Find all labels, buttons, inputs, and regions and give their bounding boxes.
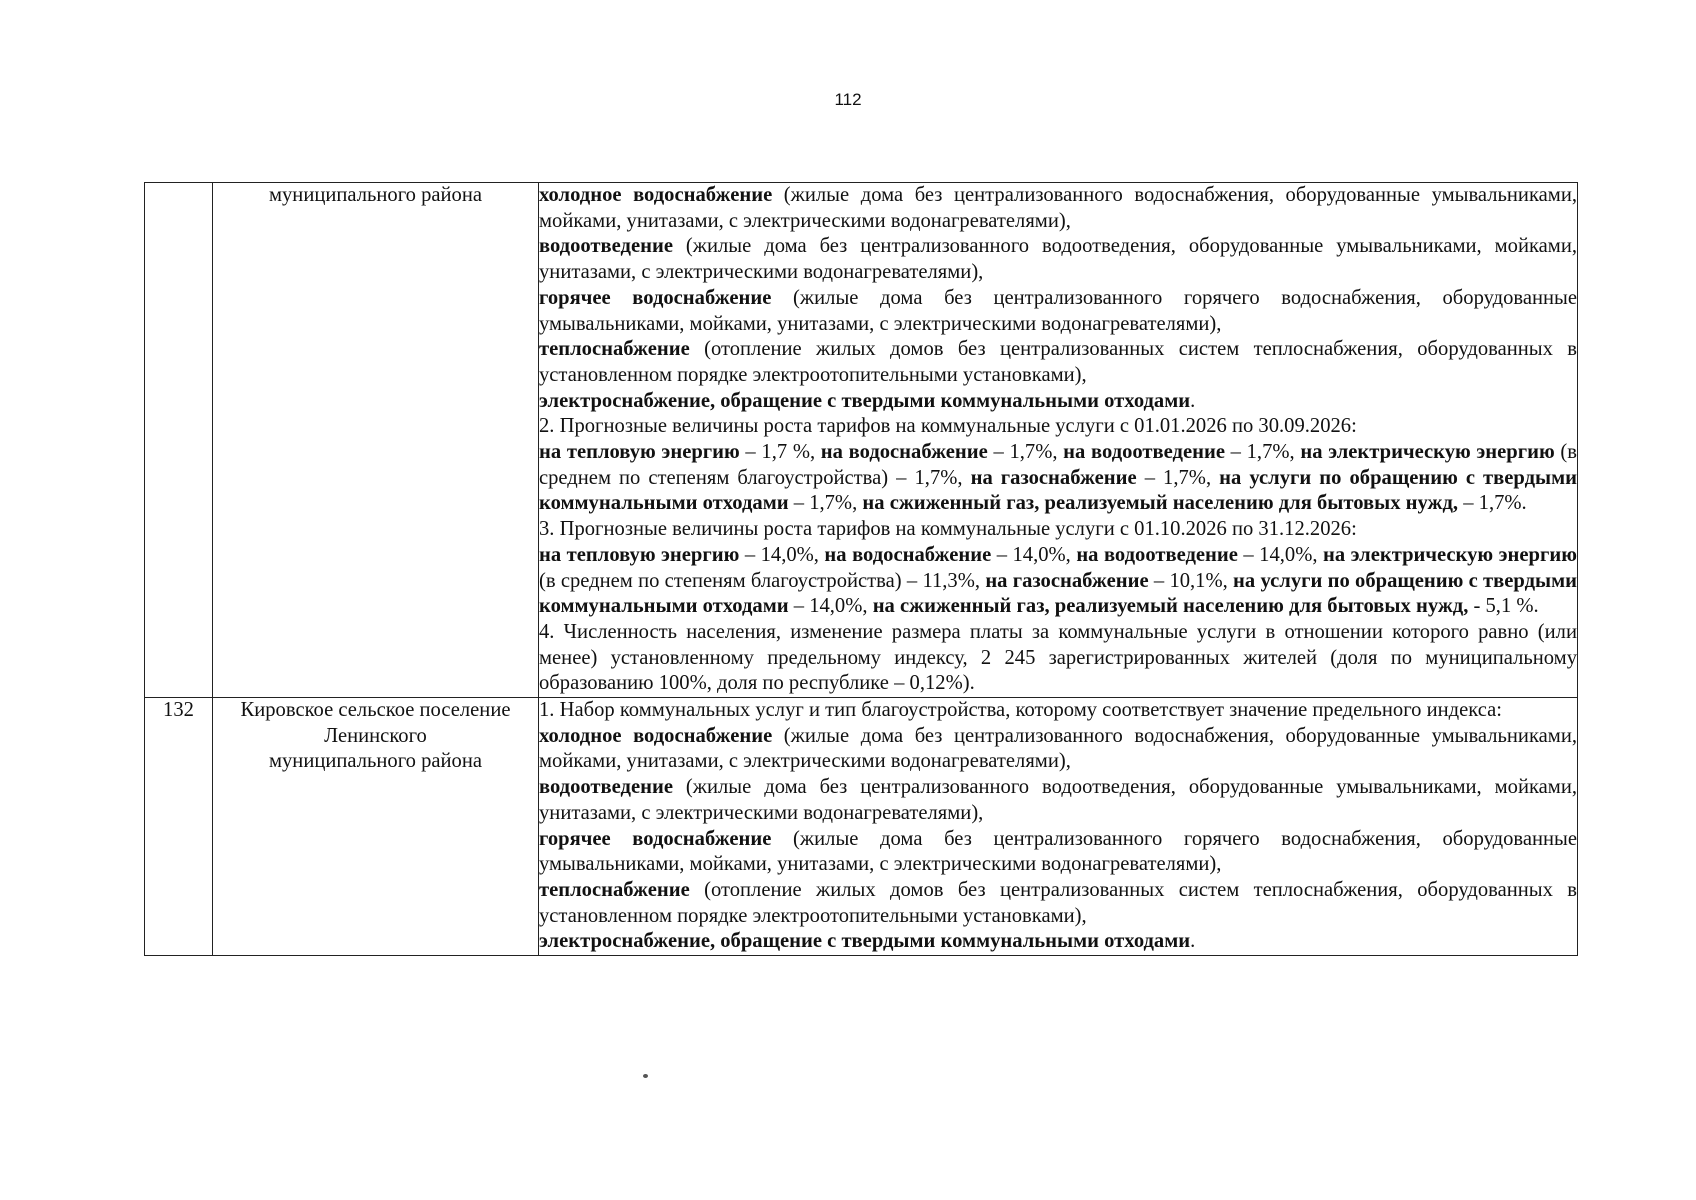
- text-span: 1. Набор коммунальных услуг и тип благоустройства, которому соответствует значение предельного индекса:: [539, 699, 1502, 722]
- text-span: – 1,7%,: [788, 492, 863, 515]
- bold-term: на тепловую энергию: [539, 441, 740, 464]
- table-row: [145, 183, 1578, 698]
- text-span: – 1,7%,: [987, 441, 1064, 464]
- page-number: 112: [834, 90, 862, 109]
- description-paragraph: [539, 620, 1577, 697]
- text-span: (жилые дома без централизованного горячего водоснабжения, оборудованные умывальниками, мойками, унитазами, с электрическими водонагревателями),: [539, 286, 1577, 335]
- bold-term: на водоотведение: [1076, 543, 1238, 566]
- municipality-name-cell: [213, 183, 539, 698]
- description-paragraph: [539, 543, 1577, 620]
- text-span: .: [1190, 389, 1196, 412]
- text-span: (жилые дома без централизованного водоснабжения, оборудованные умывальниками, мойками, унитазами, с электрическими водонагревателями),: [539, 724, 1577, 773]
- bold-term: на тепловую энергию: [539, 543, 740, 566]
- text-span: (жилые дома без централизованного водоотведения, оборудованные умывальниками, мойками, унитазами, с электрическими водонагревателями),: [539, 776, 1577, 824]
- text-span: 4. Численность населения, изменение размера платы за коммунальные услуги в отношении которого равно (или менее) установленному предельному индексу, 2 245 зарегистрированных жителей (доля по муниципальному образованию 100%, доля по республике – 0,12%).: [539, 620, 1577, 695]
- description-paragraph: [539, 878, 1577, 929]
- municipality-name-cell: [213, 698, 539, 956]
- text-span: .: [1190, 930, 1196, 953]
- description-paragraph: [539, 234, 1577, 285]
- table-row: [145, 698, 1578, 956]
- text-span: (в среднем по степеням благоустройства) – 1,7%,: [539, 441, 1577, 489]
- tariff-table: [144, 182, 1578, 956]
- description-paragraph: [539, 337, 1577, 388]
- bold-term: горячее водоснабжение: [539, 286, 772, 309]
- description-paragraph: [539, 389, 1577, 415]
- text-span: (жилые дома без централизованного водоснабжения, оборудованные умывальниками, мойками, унитазами, с электрическими водонагревателями),: [539, 184, 1577, 232]
- bold-term: электроснабжение, обращение с твердыми коммунальными отходами: [539, 389, 1191, 412]
- description-paragraph: [539, 929, 1577, 955]
- text-span: - 5,1 %.: [1468, 595, 1539, 618]
- text-span: – 10,1%,: [1148, 569, 1234, 592]
- bold-term: на водоснабжение: [824, 543, 992, 566]
- description-paragraph: [539, 414, 1577, 440]
- text-span: – 1,7 %,: [739, 441, 821, 464]
- row-number-cell: 132: [145, 698, 213, 956]
- municipality-name-line: муниципального района: [268, 750, 483, 773]
- bold-term: на водоотведение: [1063, 441, 1225, 464]
- text-span: (жилые дома без централизованного водоотведения, оборудованные умывальниками, мойками, унитазами, с электрическими водонагревателями),: [539, 235, 1577, 284]
- description-paragraph: [539, 724, 1577, 775]
- bold-term: теплоснабжение: [539, 338, 690, 361]
- text-span: – 14,0%,: [739, 543, 825, 566]
- bold-term: на сжиженный газ, реализуемый населению для бытовых нужд,: [872, 595, 1469, 618]
- bold-term: холодное водоснабжение: [539, 724, 773, 747]
- tariff-table-body: [145, 183, 1578, 956]
- scan-smudge: [643, 1074, 648, 1078]
- municipality-name-line: Кировское сельское поселение: [240, 699, 511, 722]
- text-span: (в среднем по степеням благоустройства) – 11,3%,: [539, 569, 986, 592]
- text-span: (отопление жилых домов без централизованных систем теплоснабжения, оборудованных в установленном порядке электроотопительными установками),: [539, 338, 1577, 386]
- bold-term: электроснабжение, обращение с твердыми коммунальными отходами: [539, 930, 1191, 953]
- bold-term: водоотведение: [539, 776, 673, 799]
- text-span: (жилые дома без централизованного горячего водоснабжения, оборудованные умывальниками, мойками, унитазами, с электрическими водонагревателями),: [539, 827, 1577, 876]
- text-span: 2. Прогнозные величины роста тарифов на коммунальные услуги с 01.01.2026 по 30.09.2026:: [539, 415, 1357, 438]
- row-number-cell: [145, 183, 213, 698]
- text-span: – 1,7%,: [1224, 441, 1301, 464]
- text-span: (отопление жилых домов без централизованных систем теплоснабжения, оборудованных в установленном порядке электроотопительными установками),: [539, 878, 1577, 927]
- bold-term: теплоснабжение: [539, 878, 690, 901]
- services-description-cell: [539, 183, 1578, 698]
- text-span: – 14,0%,: [1237, 543, 1323, 566]
- text-span: 3. Прогнозные величины роста тарифов на коммунальные услуги с 01.10.2026 по 31.12.2026:: [539, 518, 1357, 541]
- bold-term: на водоснабжение: [820, 441, 988, 464]
- description-paragraph: [539, 286, 1577, 337]
- bold-term: водоотведение: [539, 235, 673, 258]
- municipality-name-line: муниципального района: [268, 184, 483, 206]
- bold-term: на газоснабжение: [985, 569, 1149, 592]
- bold-term: холодное водоснабжение: [539, 184, 773, 206]
- bold-term: на услуги по обращению с твердыми коммунальными отходами: [539, 569, 1577, 618]
- text-span: – 14,0%,: [788, 595, 873, 618]
- description-paragraph: [539, 698, 1577, 724]
- text-span: – 1,7%.: [1458, 492, 1527, 515]
- services-description-cell: [539, 698, 1578, 956]
- description-paragraph: [539, 775, 1577, 826]
- bold-term: на электрическую энергию: [1300, 441, 1555, 464]
- bold-term: на электрическую энергию: [1323, 543, 1577, 566]
- description-paragraph: [539, 517, 1577, 543]
- bold-term: на сжиженный газ, реализуемый населению для бытовых нужд,: [862, 492, 1459, 515]
- municipality-name-line: Ленинского: [324, 724, 427, 747]
- bold-term: на услуги по обращению с твердыми коммунальными отходами: [539, 466, 1578, 515]
- description-paragraph: [539, 183, 1577, 234]
- description-paragraph: [539, 440, 1577, 517]
- text-span: – 1,7%,: [1136, 466, 1220, 489]
- text-span: – 14,0%,: [991, 543, 1077, 566]
- description-paragraph: [539, 827, 1577, 878]
- bold-term: на газоснабжение: [970, 466, 1137, 489]
- bold-term: горячее водоснабжение: [539, 827, 772, 850]
